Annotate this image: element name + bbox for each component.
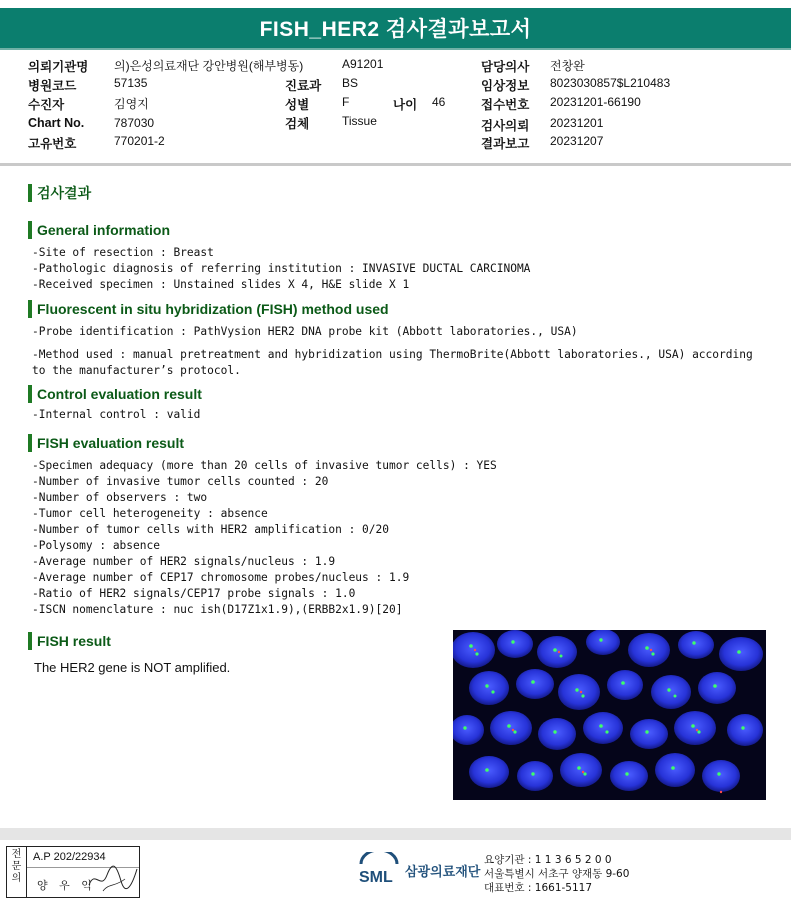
section-marker — [28, 385, 32, 403]
hospital-code-label: 병원코드 — [28, 79, 77, 93]
signature-icon — [85, 861, 141, 895]
section-evaluation-title: FISH evaluation result — [37, 435, 185, 451]
microscopy-svg — [453, 630, 766, 800]
report-date-label: 결과보고 — [481, 137, 530, 151]
general-line: -Received specimen : Unstained slides X 4, H&E slide X 1 — [32, 278, 410, 291]
stamp-name: 양 우 익 — [37, 879, 96, 892]
chart-label: Chart No. — [28, 116, 85, 130]
eval-line: -Number of observers : two — [32, 491, 208, 504]
section-marker — [28, 300, 32, 318]
institution-label: 의뢰기관명 — [28, 60, 89, 74]
control-line: -Internal control : valid — [32, 408, 201, 421]
section-control — [28, 385, 202, 403]
lab-address — [484, 853, 629, 895]
section-fish-result-title: FISH result — [37, 633, 111, 649]
eval-line: -Specimen adequacy (more than 20 cells of invasive tumor cells) : YES — [32, 459, 497, 472]
age-label: 나이 — [393, 98, 418, 112]
method-probe-line: -Probe identification : PathVysion HER2 DNA probe kit (Abbott laboratories., USA) — [32, 325, 578, 338]
footer-band — [0, 828, 791, 840]
logo-name: 삼광의료재단 — [405, 863, 481, 879]
eval-line: -Average number of HER2 signals/nucleus : 1.9 — [32, 555, 336, 568]
address-line: 대표번호 : 1661-5117 — [484, 882, 593, 894]
unique-value: 770201-2 — [114, 134, 165, 148]
hospital-code-value: 57135 — [114, 76, 148, 90]
eval-line: -Number of invasive tumor cells counted : 20 — [32, 475, 329, 488]
report-title: FISH_HER2 검사결과보고서 — [0, 8, 791, 48]
doctor-label: 담당의사 — [481, 60, 530, 74]
request-label: 검사의뢰 — [481, 119, 530, 133]
eval-line: -Tumor cell heterogeneity : absence — [32, 507, 268, 520]
clinical-label: 임상정보 — [481, 79, 530, 93]
institution-code: A91201 — [342, 57, 384, 71]
fish-microscopy-image — [453, 630, 766, 800]
section-method-title: Fluorescent in situ hybridization (FISH) method used — [37, 301, 389, 317]
sml-logo — [357, 852, 480, 888]
sex-label: 성별 — [285, 98, 310, 112]
eval-line: -ISCN nomenclature : nuc ish(D17Z1x1.9),(ERBB2x1.9)[20] — [32, 603, 403, 616]
age-value: 46 — [432, 95, 446, 109]
eval-line: -Number of tumor cells with HER2 amplification : 0/20 — [32, 523, 389, 536]
receipt-label: 접수번호 — [481, 98, 530, 112]
report-date-value: 20231207 — [550, 134, 604, 148]
receipt-value: 20231201-66190 — [550, 95, 641, 109]
patient-value: 김영지 — [114, 97, 149, 111]
title-divider — [0, 48, 791, 50]
section-fish-result — [28, 632, 111, 650]
section-marker — [28, 632, 32, 650]
address-line: 서울특별시 서초구 양재동 9-60 — [484, 868, 630, 880]
specimen-value: Tissue — [342, 114, 377, 128]
clinical-value: 8023030857$L210483 — [550, 76, 671, 90]
eval-line: -Average number of CEP17 chromosome probes/nucleus : 1.9 — [32, 571, 410, 584]
section-general — [28, 221, 170, 239]
stamp-ap-number: A.P 202/22934 — [33, 851, 106, 863]
dept-label: 진료과 — [285, 79, 322, 93]
logo-mark-text: SML — [359, 869, 393, 886]
doctor-value: 전창완 — [550, 59, 585, 73]
section-method — [28, 300, 389, 318]
sex-value: F — [342, 95, 350, 109]
section-general-title: General information — [37, 222, 171, 238]
unique-label: 고유번호 — [28, 137, 77, 151]
method-used-line: -Method used : manual pretreatment and hybridization using ThermoBrite(Abbott laboratories., USA) according to the manufacturer’s protocol. — [32, 348, 753, 377]
institution-value: 의)은성의료재단 강안병원(해부병동) — [114, 59, 304, 73]
request-value: 20231201 — [550, 116, 604, 130]
header-divider — [0, 163, 791, 166]
eval-line: -Ratio of HER2 signals/CEP17 probe signals : 1.0 — [32, 587, 356, 600]
general-line: -Pathologic diagnosis of referring institution : INVASIVE DUCTAL CARCINOMA — [32, 262, 531, 275]
dept-value: BS — [342, 76, 359, 90]
section-results — [28, 183, 91, 203]
section-marker — [28, 434, 32, 452]
general-line: -Site of resection : Breast — [32, 246, 214, 259]
sml-logo-icon — [357, 852, 401, 888]
section-results-title: 검사결과 — [37, 185, 92, 201]
fish-result-text: The HER2 gene is NOT amplified. — [34, 660, 231, 675]
eval-line: -Polysomy : absence — [32, 539, 160, 552]
stamp-side-label: 전문의 — [7, 847, 27, 897]
address-line: 요양기관 : 1 1 3 6 5 2 0 0 — [484, 854, 612, 866]
section-control-title: Control evaluation result — [37, 386, 202, 402]
patient-label: 수진자 — [28, 98, 65, 112]
specimen-label: 검체 — [285, 117, 310, 131]
section-marker — [28, 184, 32, 202]
chart-value: 787030 — [114, 116, 155, 130]
section-marker — [28, 221, 32, 239]
patient-info-header — [0, 54, 791, 154]
section-evaluation — [28, 434, 184, 452]
pathologist-stamp — [6, 846, 140, 898]
